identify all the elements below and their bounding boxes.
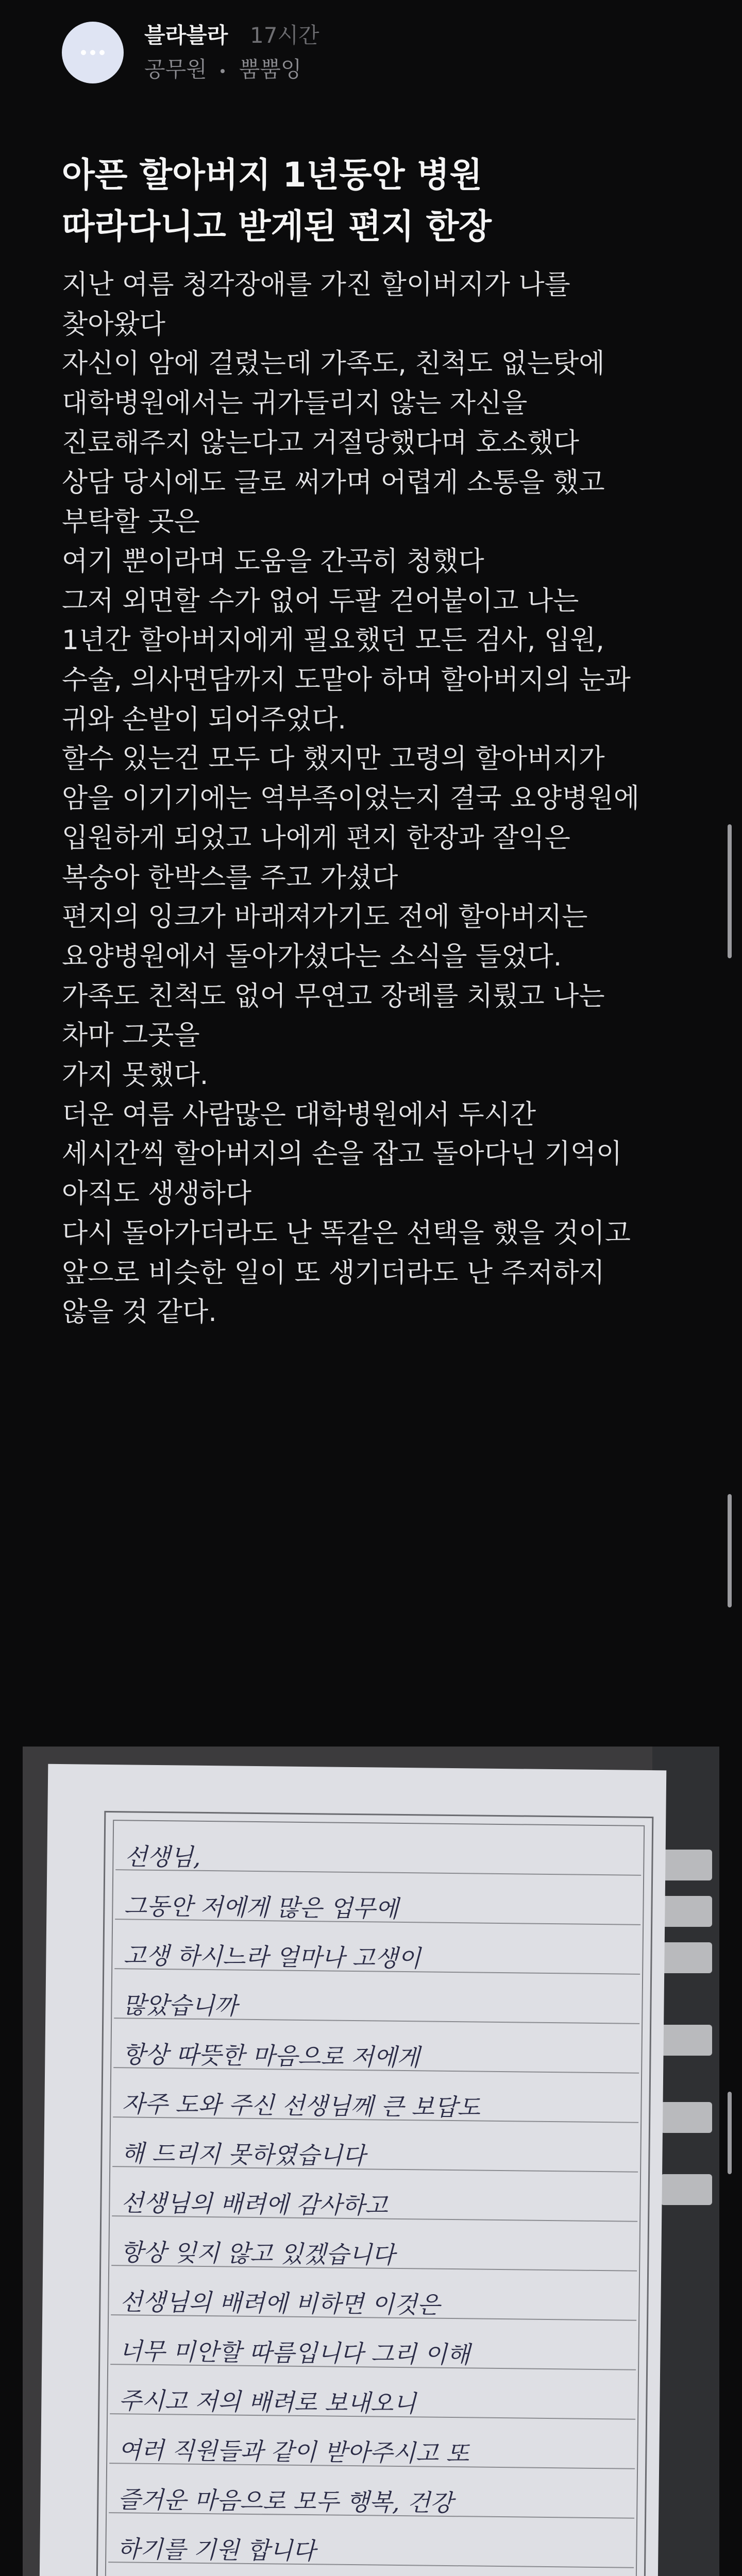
letter-line: 항상 따뜻한 마음으로 저에게 bbox=[122, 2040, 420, 2072]
key bbox=[661, 1942, 712, 1973]
key bbox=[661, 1850, 712, 1880]
body-line: 가지 못했다. bbox=[62, 1060, 209, 1091]
letter-line: 선생님, bbox=[124, 1842, 201, 1871]
separator-dot bbox=[221, 69, 225, 73]
key bbox=[661, 2174, 712, 2205]
letter-line: 자주 도와 주신 선생님께 큰 보답도 bbox=[122, 2090, 480, 2122]
letter-line: 항상 잊지 않고 있겠습니다 bbox=[120, 2238, 395, 2269]
letter-photo[interactable] bbox=[23, 1747, 719, 2576]
body-line: 더운 여름 사람많은 대학병원에서 두시간 bbox=[62, 1099, 536, 1130]
body-line: 요양병원에서 돌아가셨다는 소식을 들었다. bbox=[62, 941, 562, 972]
key bbox=[661, 2102, 712, 2133]
body-line: 진료해주지 않는다고 거절당했다며 호소했다 bbox=[62, 427, 579, 459]
letter-line: 선생님의 배려에 감사하고 bbox=[121, 2189, 388, 2219]
body-line: 귀와 손발이 되어주었다. bbox=[62, 704, 346, 735]
body-line: 대학병원에서는 귀가들리지 않는 자신을 bbox=[62, 388, 528, 419]
body-line: 할수 있는건 모두 다 했지만 고령의 할아버지가 bbox=[62, 743, 605, 775]
body-line: 복숭아 한박스를 주고 가셨다 bbox=[62, 862, 398, 893]
body-line: 지난 여름 청각장애를 가진 할이버지가 나를 bbox=[62, 269, 570, 300]
body-line: 상담 당시에도 글로 써가며 어렵게 소통을 했고 bbox=[62, 467, 605, 498]
letter-line: 해 드리지 못하였습니다 bbox=[121, 2139, 366, 2170]
letter-line: 많았습니까 bbox=[123, 1991, 238, 2020]
scrollbar-thumb[interactable] bbox=[728, 1494, 732, 1607]
letter-line: 선생님의 배려에 비하면 이것은 bbox=[120, 2287, 441, 2319]
letter-line: 즐거운 마음으로 모두 행복, 건강 bbox=[117, 2485, 453, 2517]
body-line: 입원하게 되었고 나에게 편지 한장과 잘익은 bbox=[62, 822, 570, 854]
body-line: 암을 이기기에는 역부족이었는지 결국 요양병원에 bbox=[62, 783, 639, 815]
author-job: 공무원 bbox=[144, 57, 207, 82]
body-line: 않을 것 같다. bbox=[62, 1297, 217, 1328]
more-dots-icon bbox=[81, 50, 105, 55]
body-line: 부탁할 곳은 bbox=[62, 506, 200, 538]
author-name[interactable]: 블라블라 bbox=[144, 23, 228, 48]
key bbox=[661, 2025, 712, 2056]
letter-line: 고생 하시느라 얼마나 고생이 bbox=[123, 1941, 421, 1973]
body-line: 차마 그곳을 bbox=[62, 1020, 200, 1052]
handwritten-letter bbox=[117, 1832, 640, 2576]
body-line: 자신이 암에 걸렸는데 가족도, 친척도 없는탓에 bbox=[62, 348, 605, 380]
body-line: 아직도 생생하다 bbox=[62, 1178, 252, 1210]
letter-paper bbox=[39, 1764, 667, 2576]
letter-line: 여러 직원들과 같이 받아주시고 또 bbox=[118, 2436, 469, 2468]
letter-line: 주시고 저의 배려로 보내오니 bbox=[119, 2386, 416, 2418]
body-line: 세시간씩 할아버지의 손을 잡고 돌아다닌 기억이 bbox=[62, 1139, 622, 1170]
letter-line: 너무 미안할 따름입니다 그리 이해 bbox=[119, 2337, 470, 2369]
letter-line: 하기를 기원 합니다 bbox=[117, 2535, 316, 2565]
key bbox=[661, 1896, 712, 1927]
user-avatar[interactable] bbox=[62, 22, 124, 83]
body-line: 여기 뿐이라며 도움을 간곡히 청했다 bbox=[62, 546, 484, 577]
title-line: 따라다니고 받게된 편지 한장 bbox=[62, 207, 492, 246]
body-line: 그저 외면할 수가 없어 두팔 걷어붙이고 나는 bbox=[62, 585, 579, 617]
body-line: 가족도 친척도 없어 무연고 장례를 치뤘고 나는 bbox=[62, 980, 605, 1012]
post-title bbox=[62, 149, 680, 252]
body-line: 1년간 할아버지에게 필요했던 모든 검사, 입원, bbox=[62, 625, 604, 656]
body-line: 수술, 의사면담까지 도맡아 하며 할아버지의 눈과 bbox=[62, 665, 631, 696]
board-name[interactable]: 뿜뿜잉 bbox=[239, 57, 302, 82]
body-line: 다시 돌아가더라도 난 똑같은 선택을 했을 것이고 bbox=[62, 1217, 631, 1249]
scrollbar-thumb[interactable] bbox=[728, 2092, 732, 2174]
body-line: 편지의 잉크가 바래져가기도 전에 할아버지는 bbox=[62, 902, 588, 933]
author-meta bbox=[144, 53, 301, 83]
post-time: 17시간 bbox=[250, 23, 319, 48]
letter-line: 그동안 저에게 많은 업무에 bbox=[124, 1892, 399, 1923]
post-header bbox=[62, 19, 680, 91]
title-line: 아픈 할아버지 1년동안 병원 bbox=[62, 155, 483, 195]
scrollbar-thumb[interactable] bbox=[728, 824, 732, 958]
body-line: 앞으로 비슷한 일이 또 생기더라도 난 주저하지 bbox=[62, 1257, 605, 1289]
body-line: 찾아왔다 bbox=[62, 309, 165, 340]
post-body bbox=[62, 265, 701, 1332]
